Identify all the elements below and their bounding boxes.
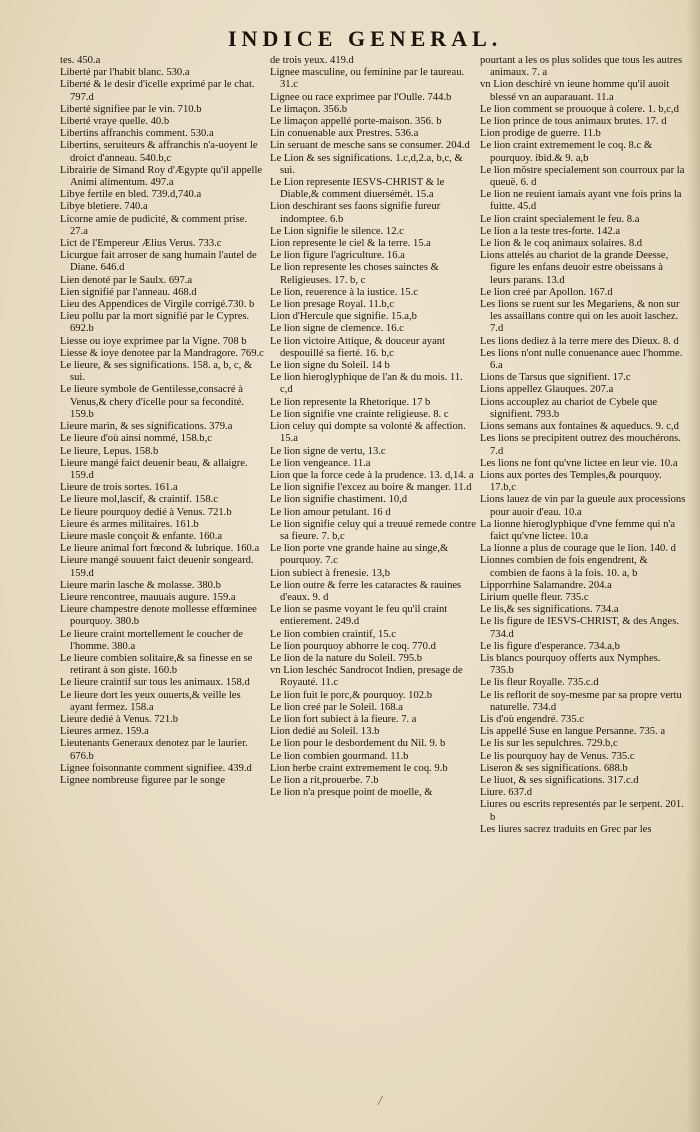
index-entry: Le lion prince de tous animaux brutes. 17. d <box>480 116 667 128</box>
index-entry: Les lions ne font qu'vne lictee en leur vie. 10.a <box>480 457 678 469</box>
index-entry: Le lion outre & ferre les cataractes & rauines d'eaux. 9. d <box>270 579 462 603</box>
index-entry: Lignee masculine, ou feminine par le taureau. 31.c <box>270 67 465 91</box>
index-entry: Le lis fleur Royalle. 735.c.d <box>480 677 599 689</box>
index-entry: Lin conuenable aux Prestres. 536.a <box>270 128 419 140</box>
index-entry: Le lis figure d'esperance. 734.a,b <box>480 640 620 652</box>
index-entry: Les liures sacrez traduits en Grec par les <box>480 823 652 835</box>
index-entry: Le lieure pourquoy dedié à Venus. 721.b <box>60 506 232 518</box>
index-entry: Lieure dedié à Venus. 721.b <box>60 713 179 725</box>
index-entry: Le lion signifie chastiment. 10,d <box>270 494 408 506</box>
index-entry: Le lion creé par le Soleil. 168.a <box>270 701 403 713</box>
index-entry: Le lieure craintif sur tous les animaux. 158.d <box>60 677 250 689</box>
index-entry: Le Lion & ses significations. 1.c,d,2.a, b,c, & sui. <box>270 152 463 176</box>
index-column-middle <box>270 55 476 1075</box>
index-entry: Lions de Tarsus que signifient. 17.c <box>480 372 631 384</box>
index-entry: Le lion porte vne grande haine au singe,& pourquoy. 7.c <box>270 543 449 567</box>
index-entry: Lions attelés au chariot de la grande Deesse, figure les enfans deuoir estre obeissans à leurs parans. 13.d <box>480 250 669 286</box>
index-entry: Le lion signifie l'excez au boire & manger. 11.d <box>270 482 472 494</box>
index-entry: Lieure mangé souuent faict deuenir songeard. 159.d <box>60 555 254 579</box>
index-entry: Lin seruant de mesche sans se consumer. 204.d <box>270 140 470 152</box>
index-entry: Liberté vraye quelle. 40.b <box>60 116 170 128</box>
index-entry: Le lieure, & ses significations. 158. a, b, c, & sui. <box>60 360 253 384</box>
index-entry: Le lieure craint mortellement le coucher de l'homme. 380.a <box>60 628 243 652</box>
index-entry: Le liuot, & ses significations. 317.c.d <box>480 774 639 786</box>
index-entry: Le lion & le coq animaux solaires. 8.d <box>480 238 643 250</box>
index-entry: Le lion signe du Soleil. 14 b <box>270 360 390 372</box>
index-entry: Lion herbe craint extremement le coq. 9.b <box>270 762 448 774</box>
index-entry: Le lion signe de vertu, 13.c <box>270 445 386 457</box>
index-entry: Liures ou escrits representés par le serpent. 201. b <box>480 799 684 823</box>
index-entry: Libertins affranchis comment. 530.a <box>60 128 214 140</box>
footer-mark: / <box>378 1094 382 1109</box>
index-entry: Lieure marin, & ses significations. 379.a <box>60 421 233 433</box>
index-entry: Lignee foisonnante comment signifiee. 439.d <box>60 762 252 774</box>
index-entry: Lieures armez. 159.a <box>60 726 149 738</box>
index-entry: Liberté signifiee par le vin. 710.b <box>60 103 202 115</box>
index-entry: Le lion represente la Rhetorique. 17 b <box>270 396 431 408</box>
index-entry: Le lion fuit le porc,& pourquoy. 102.b <box>270 689 433 701</box>
index-entry: Lion que la force cede à la prudence. 13. d,14. a <box>270 469 474 481</box>
index-entry: Le Lion represente IESVS-CHRIST & le Diable,& comment diuersémét. 15.a <box>270 177 445 201</box>
index-entry: Lions aux portes des Temples,& pourquoy. 17.b,c <box>480 469 662 494</box>
index-entry: Lions appellez Glauques. 207.a <box>480 384 614 396</box>
index-entry: Liesse & ioye denotee par la Mandragore. 769.c <box>60 347 264 359</box>
index-entry: Le lion creé par Apollon. 167.d <box>480 286 613 298</box>
index-entry: Liesse ou ioye exprimee par la Vigne. 708 b <box>60 335 247 347</box>
index-entry: Le lieure d'où ainsi nommé, 158.b,c <box>60 433 212 445</box>
page-edge-shadow <box>686 0 700 1132</box>
index-entry: Liberté par l'habit blanc. 530.a <box>60 67 190 79</box>
index-entry: Lieutenants Generaux denotez par le laurier. 676.b <box>60 738 248 762</box>
index-entry: Lion deschirant ses faons signifie fureur indomptee. 6.b <box>270 201 441 225</box>
index-entry: Lion prodige de guerre. 11.b <box>480 128 601 140</box>
index-entry: Le lion mõstre specialement son courroux par la queuë. 6. d <box>480 164 685 189</box>
index-entry: tes. 450.a <box>60 55 101 66</box>
index-entry: Libye fertile en bled. 739.d,740.a <box>60 189 202 201</box>
index-column-left <box>60 55 266 1075</box>
index-entry: Lieure de trois sortes. 161.a <box>60 482 178 494</box>
index-entry: Lieure champestre denote mollesse effœminee pourquoy. 380.b <box>60 604 257 628</box>
index-entry: Le lion signifie vne crainte religieuse. 8. c <box>270 408 449 420</box>
index-entry: Le lieure dort les yeux ouuerts,& veille les ayant fermez. 158.a <box>60 689 241 713</box>
index-entry: Le lion vengeance. 11.a <box>270 457 371 469</box>
index-entry: Librairie de Simand Roy d'Ægypte qu'il appelle Animi alimentum. 497.a <box>60 164 263 189</box>
index-entry: Lions semans aux fontaines & aqueducs. 9. c,d <box>480 421 679 433</box>
index-entry: Licorne amie de pudicité, & comment prise. 27.a <box>60 213 248 237</box>
index-entry: Lieure rencontree, mauuais augure. 159.a <box>60 591 236 603</box>
index-entry: Le lion a la teste tres-forte. 142.a <box>480 225 621 237</box>
index-entry: Liseron & ses significations. 688.b <box>480 762 628 774</box>
index-entry: Le lis reflorit de soy-mesme par sa propre vertu naturelle. 734.d <box>480 689 682 713</box>
index-entry: Le limaçon appellé porte-maison. 356. b <box>270 116 442 128</box>
index-entry: Lict de l'Empereur Ælius Verus. 733.c <box>60 238 222 250</box>
index-entry: Le lion a rit,prouerbe. 7.b <box>270 774 379 786</box>
index-entry: Le lion combien gourmand. 11.b <box>270 750 409 762</box>
index-entry: Le Lion signifie le silence. 12.c <box>270 225 404 237</box>
index-entry: Le lion presage Royal. 11.b,c <box>270 299 395 311</box>
index-entry: Le lion represente les choses sainctes & Religieuses. 17. b, c <box>270 262 439 286</box>
index-entry: Le lis pourquoy hay de Venus. 735.c <box>480 750 635 762</box>
index-column-right <box>480 55 686 1075</box>
index-entry: Lignee nombreuse figuree par le songe <box>60 774 226 786</box>
index-entry: Lions lauez de vin par la gueule aux processions pour auoir d'eau. 10.a <box>480 494 686 518</box>
index-entry: Le lion se pasme voyant le feu qu'il craint entierement. 249.d <box>270 604 448 628</box>
index-entry: Le lieure animal fort fœcond & lubrique. 160.a <box>60 543 260 555</box>
index-entry: Liberté & le desir d'icelle exprimé par le chat. 797.d <box>60 79 255 103</box>
index-entry: Lion represente le ciel & la terre. 15.a <box>270 238 431 250</box>
index-entry: Lionnes combien de fois engendrent, & combien de faons à la fois. 10. a, b <box>480 555 648 579</box>
index-entry: Lion d'Hercule que signifie. 15.a,b <box>270 311 417 323</box>
index-entry: Le lion signe de clemence. 16.c <box>270 323 404 335</box>
index-entry: Le lieure, Lepus. 158.b <box>60 445 159 457</box>
index-entry: Le lion victoire Attique, & douceur ayant despouillé sa fierté. 16. b,c <box>270 335 446 359</box>
page-header: INDICE GENERAL. <box>228 26 503 51</box>
index-entry: Le limaçon. 356.b <box>270 103 348 115</box>
index-entry: Lion celuy qui dompte sa volonté & affection. 15.a <box>270 421 466 445</box>
index-entry: Lieu des Appendices de Virgile corrigé.730. b <box>60 299 255 311</box>
index-entry: Le lieure combien solitaire,& sa finesse en se retirant à son giste. 160.b <box>60 652 253 677</box>
index-entry: Lions accouplez au chariot de Cybele que signifient. 793.b <box>480 396 658 420</box>
index-entry: Lis blancs pourquoy offerts aux Nymphes. 735.b <box>480 652 661 677</box>
index-entry: vn Lion deschiré vn ieune homme qu'il auoit blessé vn an auparauant. 11.a <box>480 79 670 103</box>
index-entry: Le lion hieroglyphique de l'an & du mois. 11. c,d <box>270 372 463 396</box>
index-entry: Lis appellé Suse en langue Persanne. 735. a <box>480 726 666 738</box>
index-entry: Le lion ne reuient iamais ayant vne fois prins la fuitte. 45.d <box>480 189 682 213</box>
index-entry: Lipporrhine Salamandre. 204.a <box>480 579 612 591</box>
index-entry: Licurgue fait arroser de sang humain l'autel de Diane. 646.d <box>60 250 257 274</box>
index-entry: Le lion pourquoy abhorre le coq. 770.d <box>270 640 436 652</box>
index-entry: Le lion de la nature du Soleil. 795.b <box>270 652 423 664</box>
index-entry: La lionne hieroglyphique d'vne femme qui n'a faict qu'vne lictee. 10.a <box>480 518 676 542</box>
index-entry: Le lion, reuerence à la iustice. 15.c <box>270 286 418 298</box>
index-entry: Les lions se ruent sur les Megariens, & non sur les assaillans contre qui on les auoit laschez. 7.d <box>480 299 680 335</box>
index-entry: pourtant a les os plus solides que tous les autres animaux. 7. a <box>480 55 683 79</box>
index-entry: Lieu pollu par la mort signifié par le Cypres. 692.b <box>60 311 250 335</box>
index-entry: Le lion comment se prouoque à colere. 1. b,c,d <box>480 103 679 115</box>
index-entry: Le lis,& ses significations. 734.a <box>480 604 619 616</box>
index-entry: Le lion combien craintif, 15.c <box>270 628 396 640</box>
index-entry: Lis d'où engendré. 735.c <box>480 713 584 725</box>
index-entry: Lien denoté par le Saulx. 697.a <box>60 274 193 286</box>
index-entry: Le lis figure de IESVS-CHRIST, & des Anges. 734.d <box>480 616 680 640</box>
index-entry: Lion subiect à frenesie. 13,b <box>270 567 391 579</box>
index-entry: Le lieure mol,lascif, & craintif. 158.c <box>60 494 218 506</box>
index-entry: Lieure marin lasche & molasse. 380.b <box>60 579 221 591</box>
index-entry: Lignee ou race exprimee par l'Oulle. 744.b <box>270 91 452 103</box>
index-entry: Le lion n'a presque point de moelle, & <box>270 787 433 799</box>
index-entry: Liure. 637.d <box>480 787 533 799</box>
index-entry: Le lion amour petulant. 16 d <box>270 506 391 518</box>
index-entry: vn Lion leschéc Sandrocot Indien, presage de Royauté. 11.c <box>270 665 463 689</box>
index-entry: Les lions n'ont nulle conuenance auec l'homme. 6.a <box>480 347 683 372</box>
index-entry: Lien signifié par l'anneau. 468.d <box>60 286 197 298</box>
index-entry: Le lis sur les sepulchres. 729.b,c <box>480 738 618 750</box>
index-entry: Le lion fort subiect à la fieure. 7. a <box>270 713 417 725</box>
index-entry: Le lion signifie celuy qui a treuué remede contre sa fieure. 7. b,c <box>270 518 476 542</box>
index-entry: Le lieure symbole de Gentilesse,consacré à Venus,& chery d'icelle pour sa fecondité. 159.b <box>60 384 244 420</box>
index-entry: Les lions se precipitent outrez des mouchérons. 7.d <box>480 433 681 457</box>
index-entry: Libye bletiere. 740.a <box>60 201 148 213</box>
index-entry: Le lion craint extremement le coq. 8.c & pourquoy. ibid.& 9. a,b <box>480 140 653 164</box>
index-entry: La lionne a plus de courage que le lion. 140. d <box>480 543 676 555</box>
index-entry: Libertins, seruiteurs & affranchis n'a-uoyent le droict d'anneau. 540.b,c <box>60 140 258 164</box>
index-entry: Lion dedié au Soleil. 13.b <box>270 726 380 738</box>
index-entry: Lieure masle conçoit & enfante. 160.a <box>60 530 223 542</box>
index-entry: Le lion figure l'agriculture. 16.a <box>270 250 405 262</box>
index-entry: de trois yeux. 419.d <box>270 55 354 66</box>
index-entry: Lieure mangé faict deuenir beau, & allaigre. 159.d <box>60 457 248 481</box>
index-entry: Lirium quelle fleur. 735.c <box>480 591 589 603</box>
index-entry: Le lion pour le desbordement du Nil. 9. b <box>270 738 446 750</box>
index-entry: Les lions dediez à la terre mere des Dieux. 8. d <box>480 335 679 347</box>
index-entry: Le lion craint specialement le feu. 8.a <box>480 213 640 225</box>
index-entry: Lieure és armes militaires. 161.b <box>60 518 199 530</box>
